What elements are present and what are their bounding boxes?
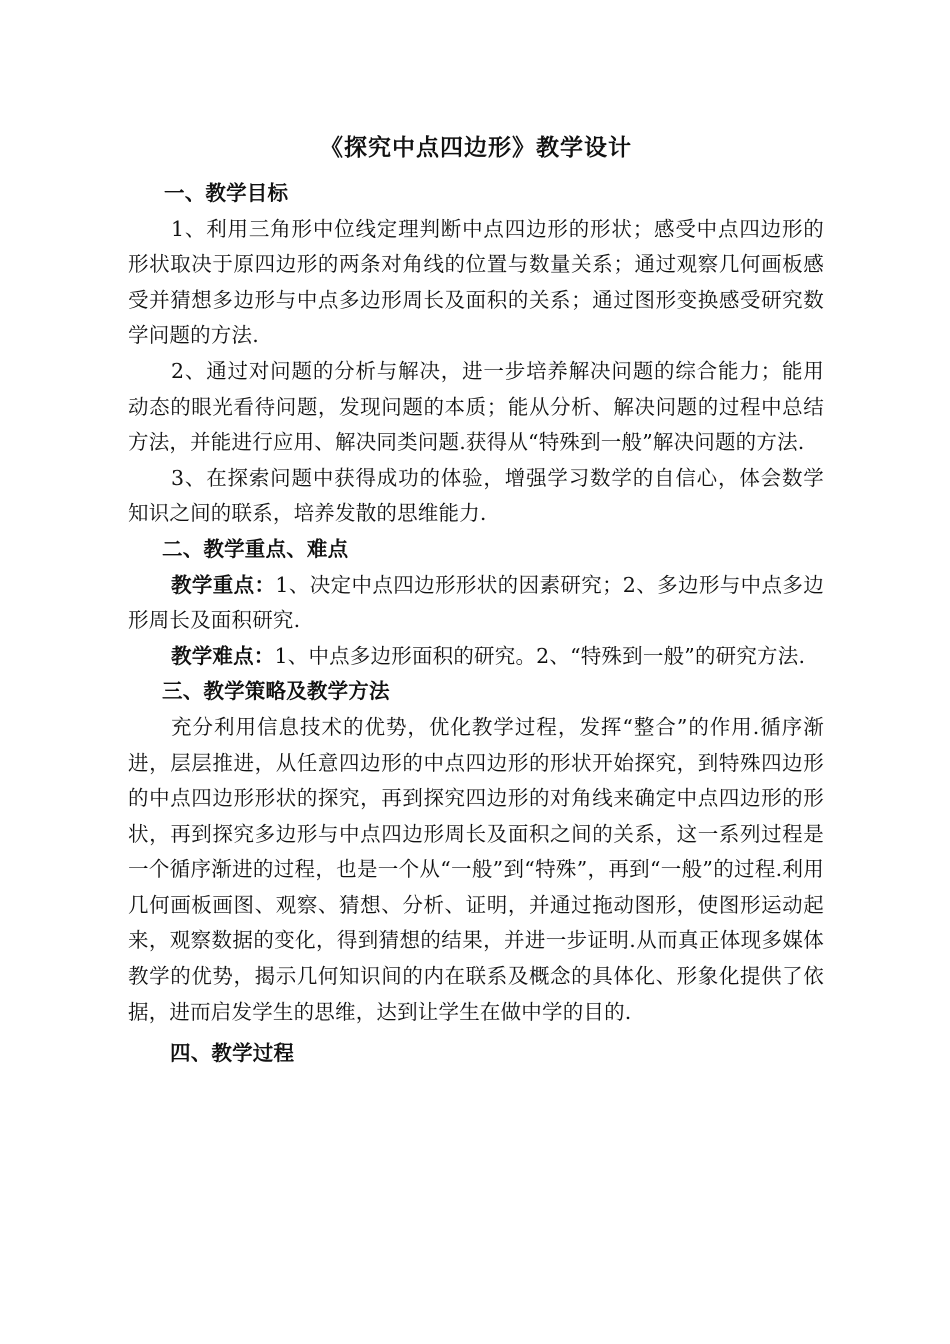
document-title: 《探究中点四边形》教学设计 [320, 134, 632, 161]
section-heading-process: 四、教学过程 [170, 1041, 295, 1066]
objective-paragraph: 2、通过对问题的分析与解决，进一步培养解决问题的综合能力；能用动态的眼光看待问题，发现问题的本质；能从分析、解决问题的过程中总结方法，并能进行应用、解决同类问题.获得从“特殊到一般”解决问题的方法. [128, 358, 824, 455]
key-point-text: 1、决定中点四边形形状的因素研究；2、多边形与中点多边形周长及面积研究. [128, 572, 825, 633]
difficulty-text: 1、中点多边形面积的研究。2、“特殊到一般”的研究方法. [274, 643, 806, 668]
section-heading-key-points: 二、教学重点、难点 [162, 536, 349, 561]
document-body [128, 128, 824, 1072]
key-point-paragraph [128, 568, 824, 639]
section-heading-objectives: 一、教学目标 [164, 181, 289, 205]
section-heading-strategy: 三、教学策略及教学方法 [162, 679, 390, 704]
strategy-paragraph: 充分利用信息技术的优势，优化教学过程，发挥“整合”的作用.循序渐进，层层推进，从任意四边形的中点四边形的形状开始探究，到特殊四边形的中点四边形形状的探究，再到探究四边形的对角线来确定中点四边形的形状，再到探究多边形与中点四边形周长及面积之间的关系，这一系列过程是一个循序渐进的过程，也是一个从“一般”到“特殊”，再到“一般”的过程.利用几何画板画图、观察、猜想、分析、证明，并通过拖动图形，使图形运动起来，观察数据的变化，得到猜想的结果，并进一步证明.从而真正体现多媒体教学的优势，揭示几何知识间的内在联系及概念的具体化、形象化提供了依据，进而启发学生的思维，达到让学生在做中学的目的. [128, 714, 824, 1024]
objective-paragraph: 1、利用三角形中位线定理判断中点四边形的形状；感受中点四边形的形状取决于原四边形的两条对角线的位置与数量关系；通过观察几何画板感受并猜想多边形与中点多边形周长及面积的关系；通过图形变换感受研究数学问题的方法. [128, 216, 824, 348]
key-point-label: 教学重点： [171, 572, 276, 597]
difficulty-label: 教学难点： [171, 643, 275, 668]
difficulty-paragraph [128, 639, 824, 675]
objective-paragraph: 3、在探索问题中获得成功的体验，增强学习数学的自信心，体会数学知识之间的联系，培养发散的思维能力. [128, 465, 824, 526]
